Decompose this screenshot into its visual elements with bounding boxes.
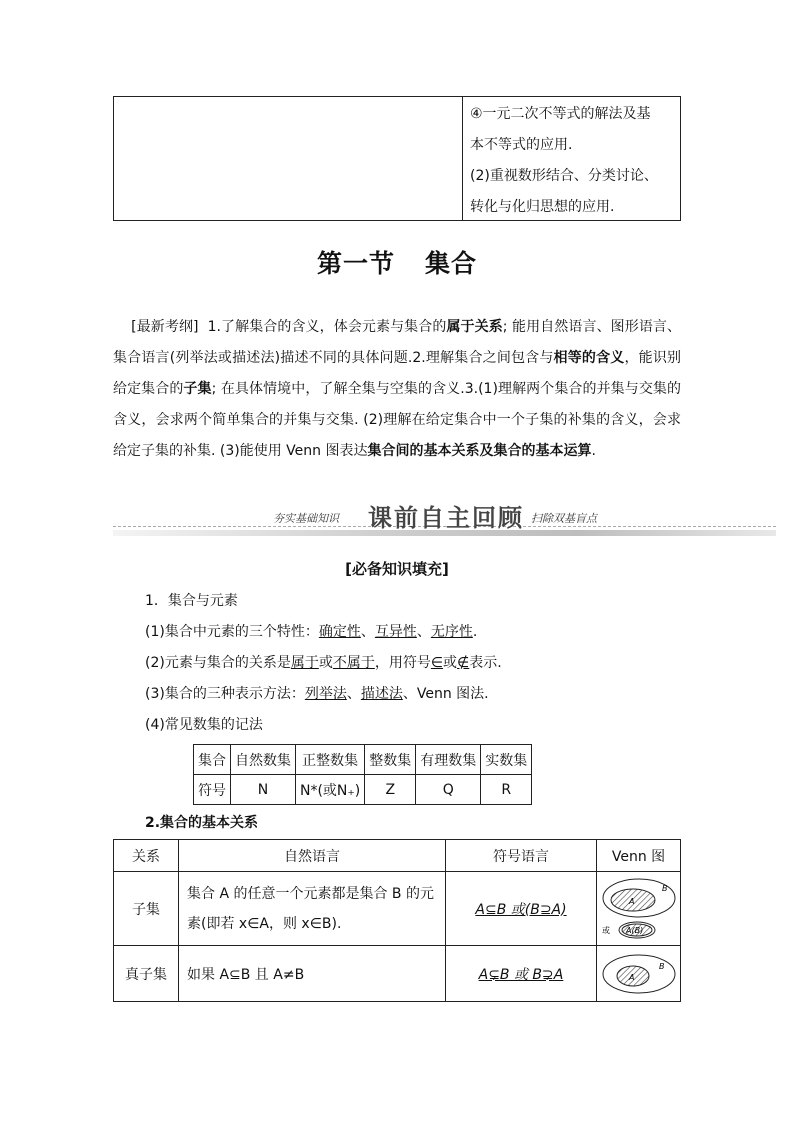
proper-subset-venn-diagram bbox=[599, 952, 679, 996]
venn-or-text: 或 bbox=[601, 925, 610, 935]
venn-cell bbox=[597, 872, 681, 946]
section-title bbox=[0, 244, 794, 280]
syllabus-text: ，能识别给定集合的 bbox=[113, 350, 682, 397]
table-cell: R bbox=[481, 775, 532, 805]
syllabus-text: ; 能用自然语言、图形语言、集合语言(列举法或描述法)描述不同的具体问题.2.理解集合之间包含与 bbox=[113, 319, 682, 366]
venn-label-b: B bbox=[661, 883, 667, 893]
syllabus-paragraph bbox=[113, 312, 681, 467]
table-row bbox=[194, 745, 532, 775]
representation-line: (3)集合的三种表示方法：列举法、描述法、Venn 图法. bbox=[145, 686, 489, 702]
keyword: 属于关系 bbox=[446, 319, 503, 335]
banner-left-text: 夯实基础知识 bbox=[273, 512, 339, 525]
element-properties-line: (1)集合中元素的三个特性：确定性、互异性、无序性. bbox=[145, 624, 478, 640]
banner-right-text: 扫除双基盲点 bbox=[531, 512, 597, 525]
venn-label-b: B bbox=[658, 961, 664, 971]
table-cell: Q bbox=[416, 775, 481, 805]
knowledge-heading: [必备知识填充] bbox=[345, 560, 449, 578]
relation-name: 真子集 bbox=[114, 946, 179, 1002]
table-cell: 自然数集 bbox=[231, 745, 296, 775]
relations-table bbox=[113, 839, 681, 1002]
table-cell: 实数集 bbox=[481, 745, 532, 775]
venn-label-a: A bbox=[628, 972, 634, 982]
continued-table bbox=[113, 96, 681, 221]
table-row bbox=[114, 872, 681, 946]
table-cell: 正整数集 bbox=[296, 745, 365, 775]
section-number: 第一节 bbox=[316, 249, 395, 278]
note-line: 转化与化归思想的应用. bbox=[470, 199, 615, 215]
note-line: (2)重视数形结合、分类讨论、 bbox=[470, 168, 658, 184]
membership-line: (2)元素与集合的关系是属于或不属于，用符号∈或∉表示. bbox=[145, 655, 502, 671]
keyword: 相等的含义 bbox=[553, 350, 625, 366]
table-row bbox=[114, 840, 681, 872]
number-set-table bbox=[193, 744, 532, 805]
relation-natural: 如果 A⊆B 且 A≠B bbox=[179, 946, 446, 1002]
table-cell: 符号 bbox=[194, 775, 231, 805]
table-header: 自然语言 bbox=[179, 840, 446, 872]
section-banner bbox=[113, 500, 776, 540]
table-row bbox=[114, 946, 681, 1002]
relation-name: 子集 bbox=[114, 872, 179, 946]
subset-venn-diagram bbox=[599, 876, 679, 942]
section-name: 集合 bbox=[425, 249, 478, 278]
requirement-notes bbox=[470, 99, 680, 223]
table-cell: 整数集 bbox=[365, 745, 416, 775]
keyword: 子集 bbox=[183, 381, 212, 397]
relations-heading: 2.集合的基本关系 bbox=[145, 815, 259, 831]
relation-symbol: A⊊B 或 B⊋A bbox=[478, 966, 564, 983]
syllabus-text: . bbox=[591, 443, 596, 459]
table-cell: N*(或N₊) bbox=[296, 775, 365, 805]
note-line: 本不等式的应用. bbox=[470, 137, 573, 153]
keyword: 集合间的基本关系及集合的基本运算 bbox=[367, 443, 592, 459]
banner-title: 课前自主回顾 bbox=[368, 504, 524, 532]
syllabus-text: 1.了解集合的含义，体会元素与集合的 bbox=[207, 319, 447, 335]
syllabus-label: [最新考纲] bbox=[131, 319, 199, 335]
number-set-heading: (4)常见数集的记法 bbox=[145, 717, 263, 733]
table-row bbox=[194, 775, 532, 805]
table-cell: N bbox=[231, 775, 296, 805]
table-header: Venn 图 bbox=[597, 840, 681, 872]
table-header: 关系 bbox=[114, 840, 179, 872]
venn-label-ab: A(B) bbox=[625, 925, 643, 935]
relation-natural: 集合 A 的任意一个元素都是集合 B 的元素(即若 x∈A，则 x∈B). bbox=[179, 872, 446, 946]
relation-symbol: A⊆B 或(B⊇A) bbox=[475, 901, 567, 918]
table-cell: 集合 bbox=[194, 745, 231, 775]
table-cell: 有理数集 bbox=[416, 745, 481, 775]
note-line: ④一元二次不等式的解法及基 bbox=[470, 106, 651, 122]
item-heading: 1．集合与元素 bbox=[145, 593, 238, 609]
table-cell: Z bbox=[365, 775, 416, 805]
table-divider bbox=[462, 97, 463, 220]
venn-label-a: A bbox=[628, 896, 634, 906]
syllabus-text: ; 在具体情境中，了解全集与空集的含义.3.(1)理解两个集合的并集与交集的含义，会求两个简单集合的并集与交集. (2)理解在给定集合中一个子集的补集的含义，会求给定子集的补集. (3)能使用 Venn 图表达 bbox=[113, 381, 681, 459]
table-header: 符号语言 bbox=[446, 840, 597, 872]
venn-cell bbox=[597, 946, 681, 1002]
